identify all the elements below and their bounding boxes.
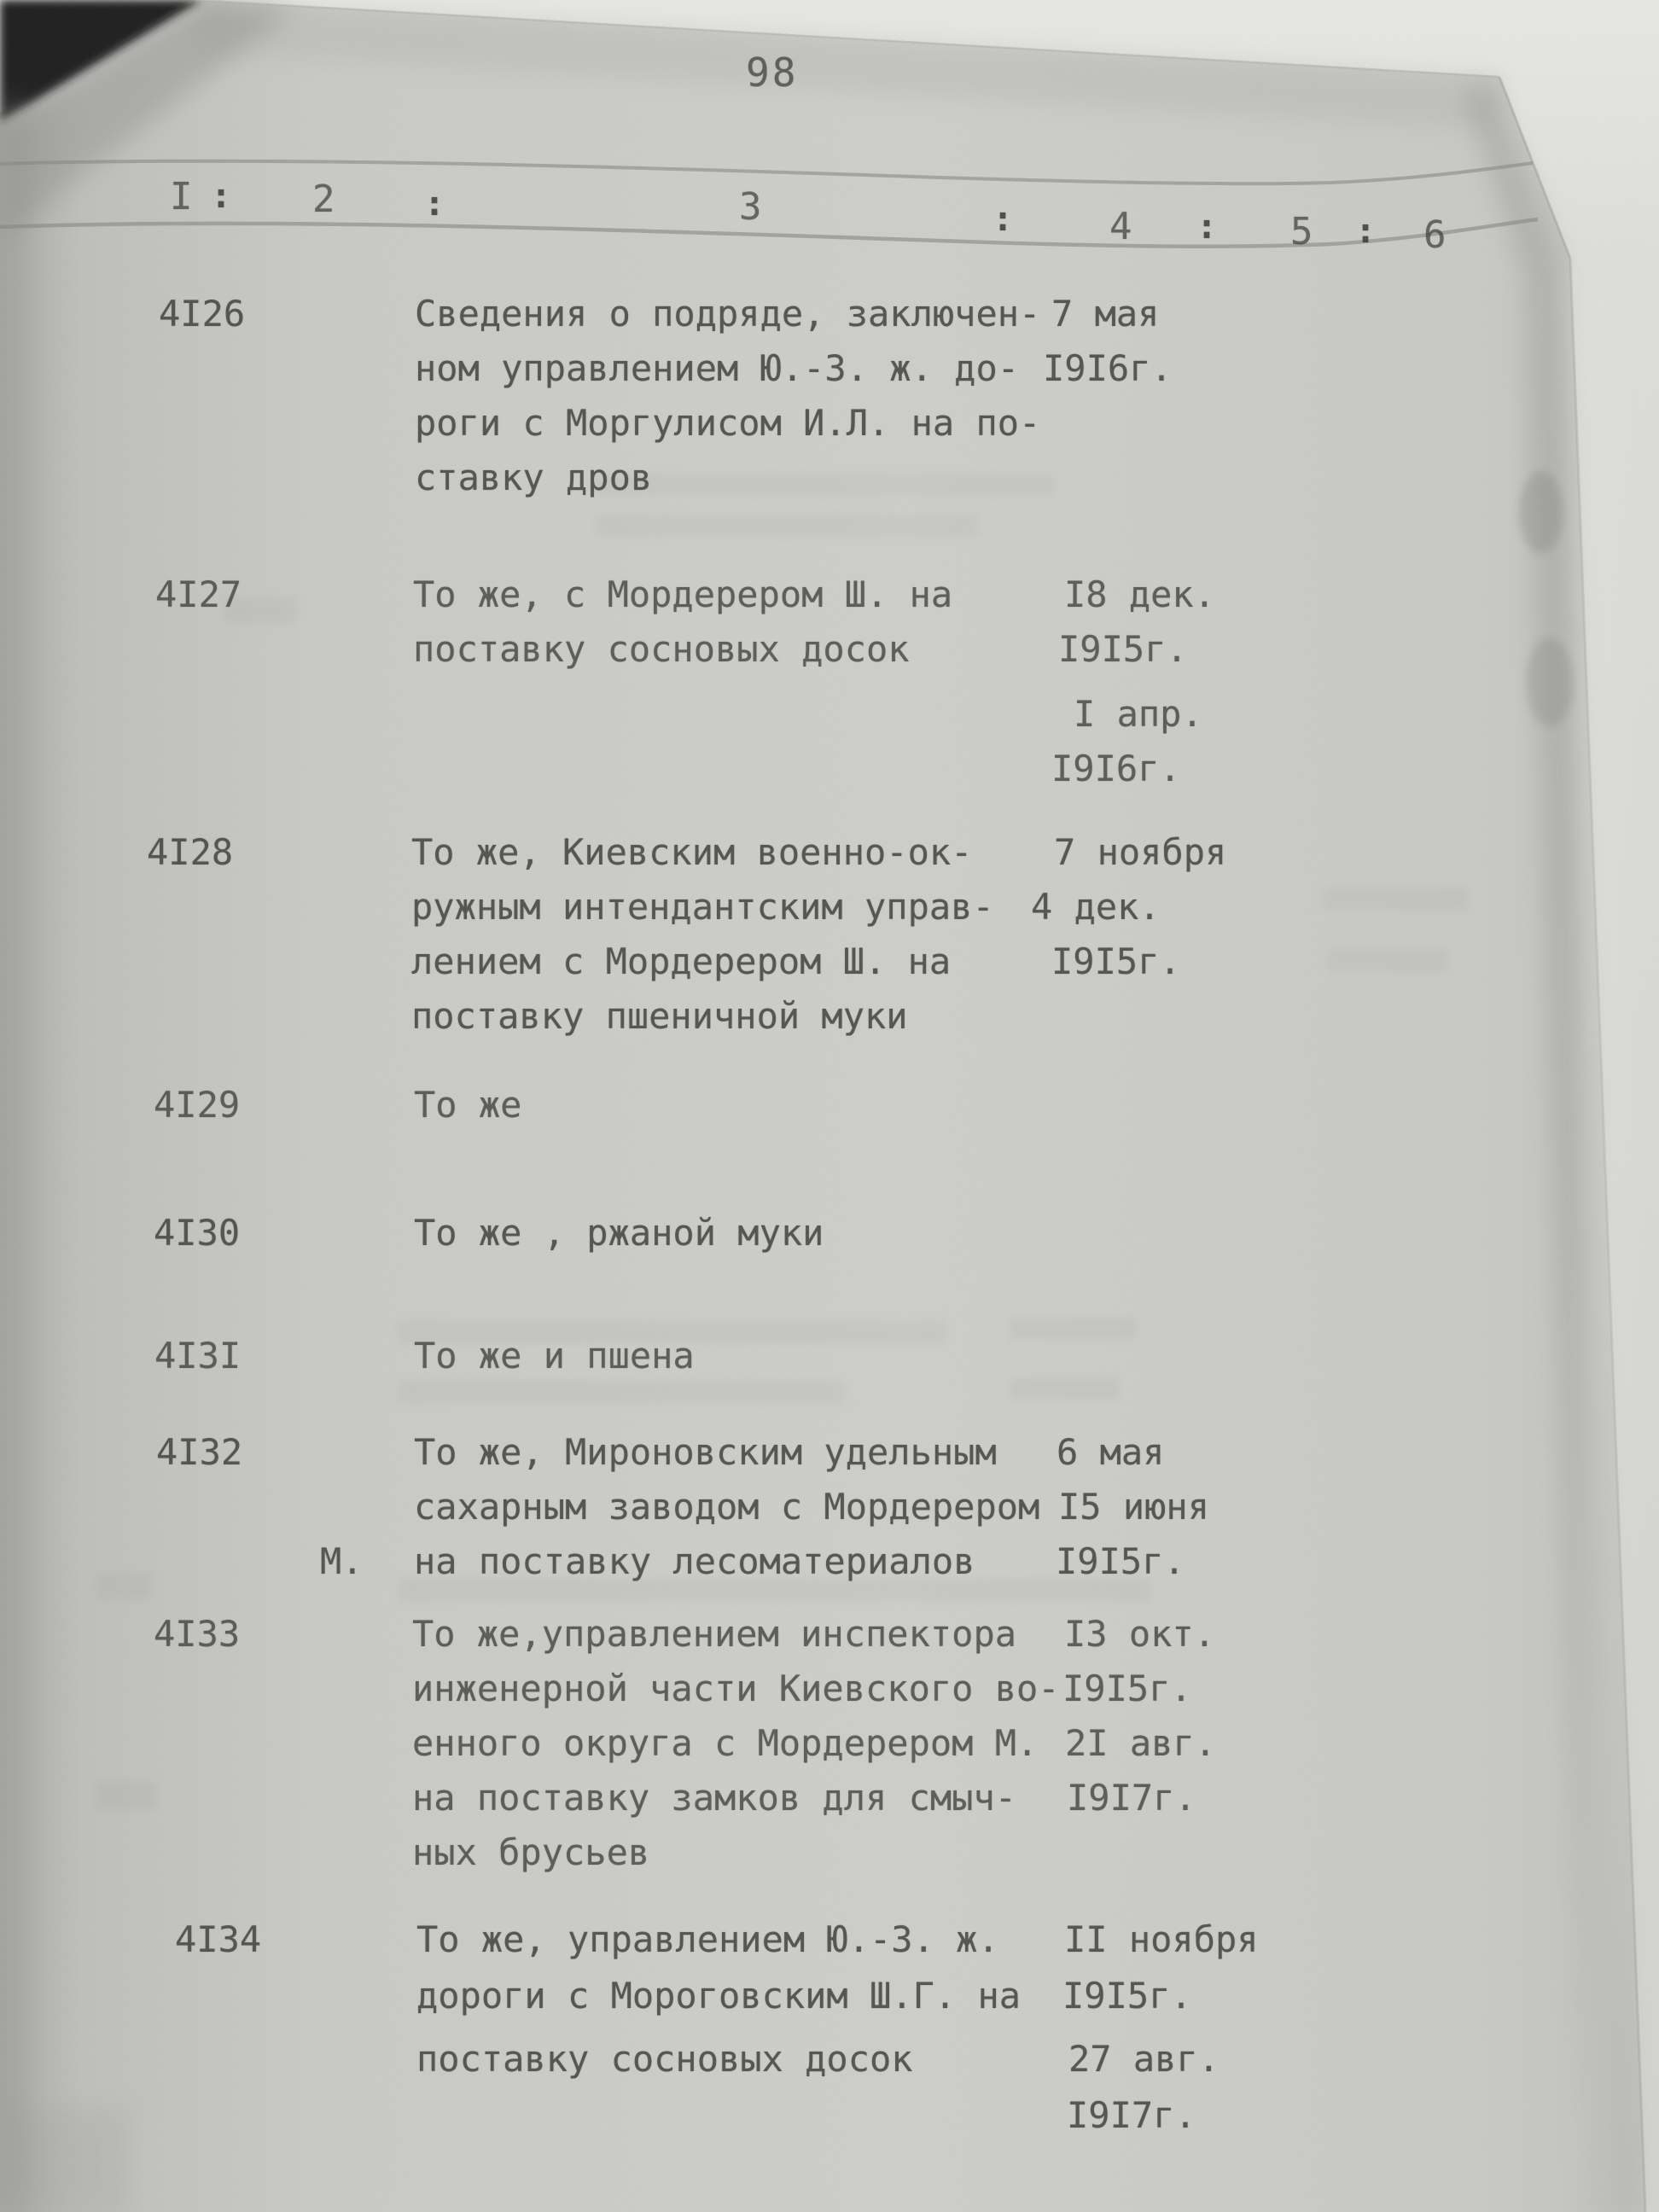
entry-description-line: поставку пшеничной муки xyxy=(411,995,908,1037)
entry-description-line: дороги с Мороговским Ш.Г. на xyxy=(416,1975,1022,2017)
entry-date-line: I9I5г. xyxy=(1058,628,1188,670)
column-number-6: 6 xyxy=(1423,213,1447,257)
column-separator: : xyxy=(211,177,232,216)
entry-date-line: 4 дек. xyxy=(1031,886,1161,928)
entry-description-line: ном управлением Ю.-З. ж. до- xyxy=(415,347,1020,389)
entry-number: 4I32 xyxy=(156,1431,243,1473)
entry-date-line: 27 авг. xyxy=(1068,2038,1220,2080)
entry-date-line: I9I6г. xyxy=(1051,748,1181,789)
entry-date-line: I9I6г. xyxy=(1043,347,1173,389)
entry-description-line: То же xyxy=(414,1084,522,1126)
entry-date-line: I9I7г. xyxy=(1067,2094,1196,2136)
entry-description-line: енного округа с Мордерером М. xyxy=(412,1722,1039,1764)
entry-number: 4I27 xyxy=(155,573,242,615)
entry-number: 4I26 xyxy=(159,293,246,335)
entry-description-line: на поставку лесоматериалов xyxy=(414,1540,975,1582)
entry-number: 4I30 xyxy=(154,1212,241,1254)
entry-date-line: I9I5г. xyxy=(1051,940,1181,982)
entry-date-line: 6 мая xyxy=(1057,1431,1165,1473)
entry-date-line: I9I5г. xyxy=(1062,1975,1192,2017)
entry-description-line: То же , ржаной муки xyxy=(414,1212,824,1254)
column-number-3: 3 xyxy=(739,185,762,229)
column-number-5: 5 xyxy=(1290,210,1313,253)
column-separator: : xyxy=(992,200,1014,239)
entry-number: 4I28 xyxy=(147,831,234,873)
entry-description-line: роги с Моргулисом И.Л. на по- xyxy=(415,402,1041,444)
entry-number: 4I33 xyxy=(154,1613,241,1655)
entry-description-line: ставку дров xyxy=(415,457,653,498)
entry-number: 4I29 xyxy=(154,1084,241,1126)
entry-description-line: То же, Киевским военно-ок- xyxy=(411,831,973,873)
entry-description-line: То же, с Мордерером Ш. на xyxy=(413,573,953,615)
entry-description-line: инженерной части Киевского во- xyxy=(412,1668,1060,1709)
column-number-I: I xyxy=(170,175,193,218)
column-number-4: 4 xyxy=(1109,205,1132,248)
page-number: 98 xyxy=(746,49,799,96)
entry-date-line: I8 дек. xyxy=(1064,573,1216,615)
entry-description-line: сахарным заводом с Мордерером xyxy=(414,1486,1040,1528)
entry-description-line: То же и пшена xyxy=(414,1335,695,1377)
column-separator: : xyxy=(1355,212,1377,251)
entry-description-line: То же,управлением инспектора xyxy=(412,1613,1017,1655)
entry-number: 4I3I xyxy=(154,1335,242,1377)
entry-date-line: I9I5г. xyxy=(1056,1540,1185,1582)
entry-description-line: Сведения о подряде, заключен- xyxy=(415,293,1041,335)
entry-date-line: II ноября xyxy=(1064,1918,1259,1960)
entry-number: 4I34 xyxy=(175,1918,262,1960)
entry-date-line: I апр. xyxy=(1074,693,1203,735)
entry-date-line: I9I5г. xyxy=(1062,1668,1192,1709)
entry-description-line: То же, управлением Ю.-З. ж. xyxy=(416,1918,999,1960)
entry-description-line: поставку сосновых досок xyxy=(413,628,910,670)
entry-description-line: поставку сосновых досок xyxy=(416,2038,913,2080)
entry-description-line: ружным интендантским управ- xyxy=(411,886,994,928)
entry-date-line: I9I7г. xyxy=(1067,1777,1196,1819)
entry-description-line: ных брусьев xyxy=(412,1831,650,1873)
entry-date-line: 2I авг. xyxy=(1065,1722,1217,1764)
entry-description-line: То же, Мироновским удельным xyxy=(414,1431,997,1473)
column-separator: : xyxy=(1196,207,1218,247)
entry-description-line: на поставку замков для смыч- xyxy=(412,1777,1017,1819)
entry-date-line: 7 ноября xyxy=(1054,831,1227,873)
entry-date-line: I3 окт. xyxy=(1064,1613,1216,1655)
entry-date-line: I5 июня xyxy=(1058,1486,1210,1528)
margin-note: М. xyxy=(320,1540,364,1582)
column-separator: : xyxy=(424,184,445,224)
entry-date-line: 7 мая xyxy=(1051,293,1160,335)
entry-description-line: лением с Мордерером Ш. на xyxy=(411,940,952,982)
column-number-2: 2 xyxy=(312,178,335,221)
